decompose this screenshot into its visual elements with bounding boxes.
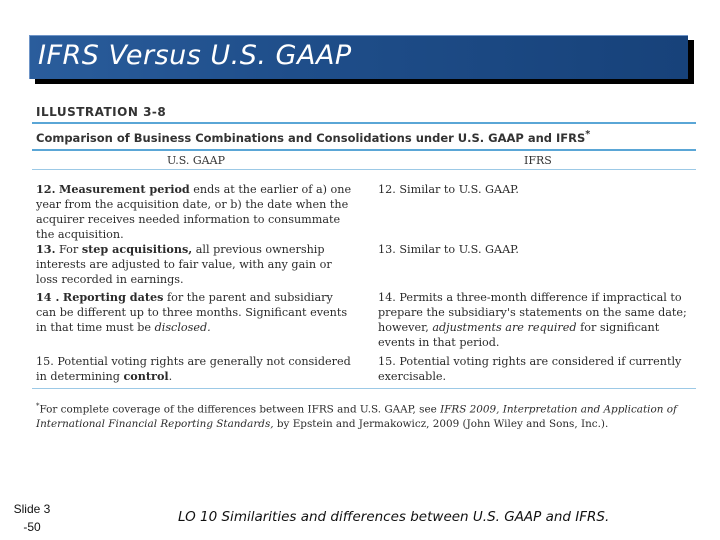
cell-text: for significant events in that period.	[378, 320, 660, 349]
key-term: control	[123, 368, 169, 383]
slide-number	[6, 500, 58, 536]
illustration	[32, 105, 696, 431]
us-gaap-cell	[36, 242, 354, 287]
footnote	[36, 399, 696, 432]
footnote-text: For complete coverage of the differences between IFRS and U.S. GAAP, see	[39, 403, 441, 416]
footnote-source: IFRS 2009, Interpretation and Application of International Financial Reporting Standards,	[36, 403, 677, 431]
ifrs-cell: 15. Potential voting rights are considered if currently exercisable.	[378, 354, 682, 383]
item-number: 14 .	[36, 289, 60, 304]
illustration-title-marker: *	[585, 129, 591, 140]
cell-text: For	[55, 242, 82, 256]
column-header-us-gaap: U.S. GAAP	[167, 153, 225, 167]
us-gaap-cell	[36, 182, 354, 242]
divider	[32, 122, 696, 124]
cell-text: ends at the earlier of a) one year from the acquisition date, or b) the date when the acquirer receives needed information to consummate the acquisition.	[36, 182, 352, 241]
italic-text: disclosed.	[154, 320, 211, 334]
item-number: 12.	[36, 181, 56, 196]
key-term: Measurement period	[59, 181, 190, 196]
illustration-number: ILLUSTRATION 3-8	[36, 105, 167, 119]
column-header-ifrs: IFRS	[524, 153, 552, 167]
learning-objective: LO 10 Similarities and differences between U.S. GAAP and IFRS.	[178, 509, 610, 525]
divider	[32, 388, 696, 389]
ifrs-cell	[378, 290, 696, 350]
column-headers	[32, 151, 696, 169]
cell-text: 14. Permits a three-month difference if impractical to prepare the subsidiary's statements on the same date; however,	[378, 290, 687, 334]
cell-text: for the parent and subsidiary can be different up to three months. Significant events in that time must be	[36, 290, 348, 334]
cell-text: 15. Potential voting rights are generally not considered in determining	[36, 354, 351, 383]
slide-title: IFRS Versus U.S. GAAP	[38, 40, 352, 71]
slide-number-line1: Slide 3	[13, 502, 51, 516]
key-term: Reporting dates	[62, 289, 164, 304]
item-number: 13.	[36, 241, 56, 256]
title-bar	[29, 35, 688, 79]
key-term: step acquisitions,	[81, 241, 193, 256]
illustration-title-text: Comparison of Business Combinations and Consolidations under U.S. GAAP and IFRS	[36, 130, 586, 145]
footnote-text: by Epstein and Jermakowicz, 2009 (John Wiley and Sons, Inc.).	[273, 418, 609, 431]
divider	[32, 169, 696, 170]
slide-number-line2: -50	[23, 520, 41, 534]
cell-text: all previous ownership interests are adjusted to fair value, with any gain or loss recorded in earnings.	[36, 242, 332, 286]
illustration-title	[36, 129, 696, 145]
ifrs-cell: 12. Similar to U.S. GAAP.	[378, 182, 519, 196]
cell-text: .	[168, 369, 173, 383]
us-gaap-cell	[36, 290, 354, 335]
us-gaap-cell	[36, 354, 354, 384]
footnote-marker: *	[36, 402, 40, 410]
italic-text: adjustments are required	[432, 320, 577, 334]
ifrs-cell: 13. Similar to U.S. GAAP.	[378, 242, 519, 256]
